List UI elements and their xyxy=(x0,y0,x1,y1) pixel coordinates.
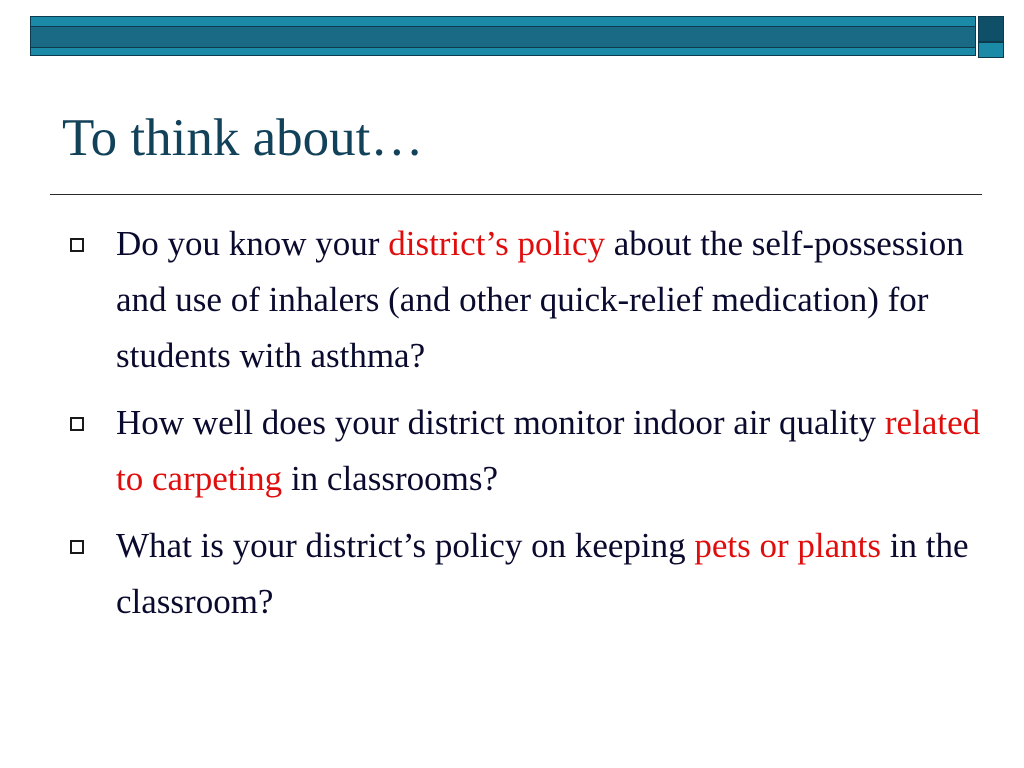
hollow-square-bullet-icon xyxy=(70,417,84,431)
bullet-text: Do you know your xyxy=(116,224,389,263)
bullet-item xyxy=(64,395,984,507)
bullet-item xyxy=(64,216,984,384)
title-divider xyxy=(50,194,982,195)
bullet-text: What is your district’s policy on keeping xyxy=(116,526,695,565)
bullet-highlight: district’s policy xyxy=(388,224,606,263)
banner-squares xyxy=(978,16,1006,58)
bullet-highlight: related to carpeting xyxy=(116,403,981,498)
hollow-square-bullet-icon xyxy=(70,238,84,252)
bullet-highlight: pets or plants xyxy=(694,526,882,565)
bullet-text: in classrooms? xyxy=(282,459,498,498)
bullet-text: in the classroom? xyxy=(116,526,969,621)
header-banner xyxy=(30,16,1006,58)
slide-title: To think about… xyxy=(62,109,424,167)
banner-stripe xyxy=(31,26,975,48)
bullet-text: about the self-possession and use of inhalers (and other quick-relief medication) for students with asthma? xyxy=(116,224,964,375)
hollow-square-bullet-icon xyxy=(70,540,84,554)
bullet-item xyxy=(64,518,984,630)
banner-square-bottom xyxy=(978,42,1004,58)
banner-square-top xyxy=(978,16,1004,42)
bullet-list xyxy=(64,216,984,641)
bullet-text: How well does your district monitor indoor air quality xyxy=(116,403,885,442)
banner-band xyxy=(30,16,976,56)
